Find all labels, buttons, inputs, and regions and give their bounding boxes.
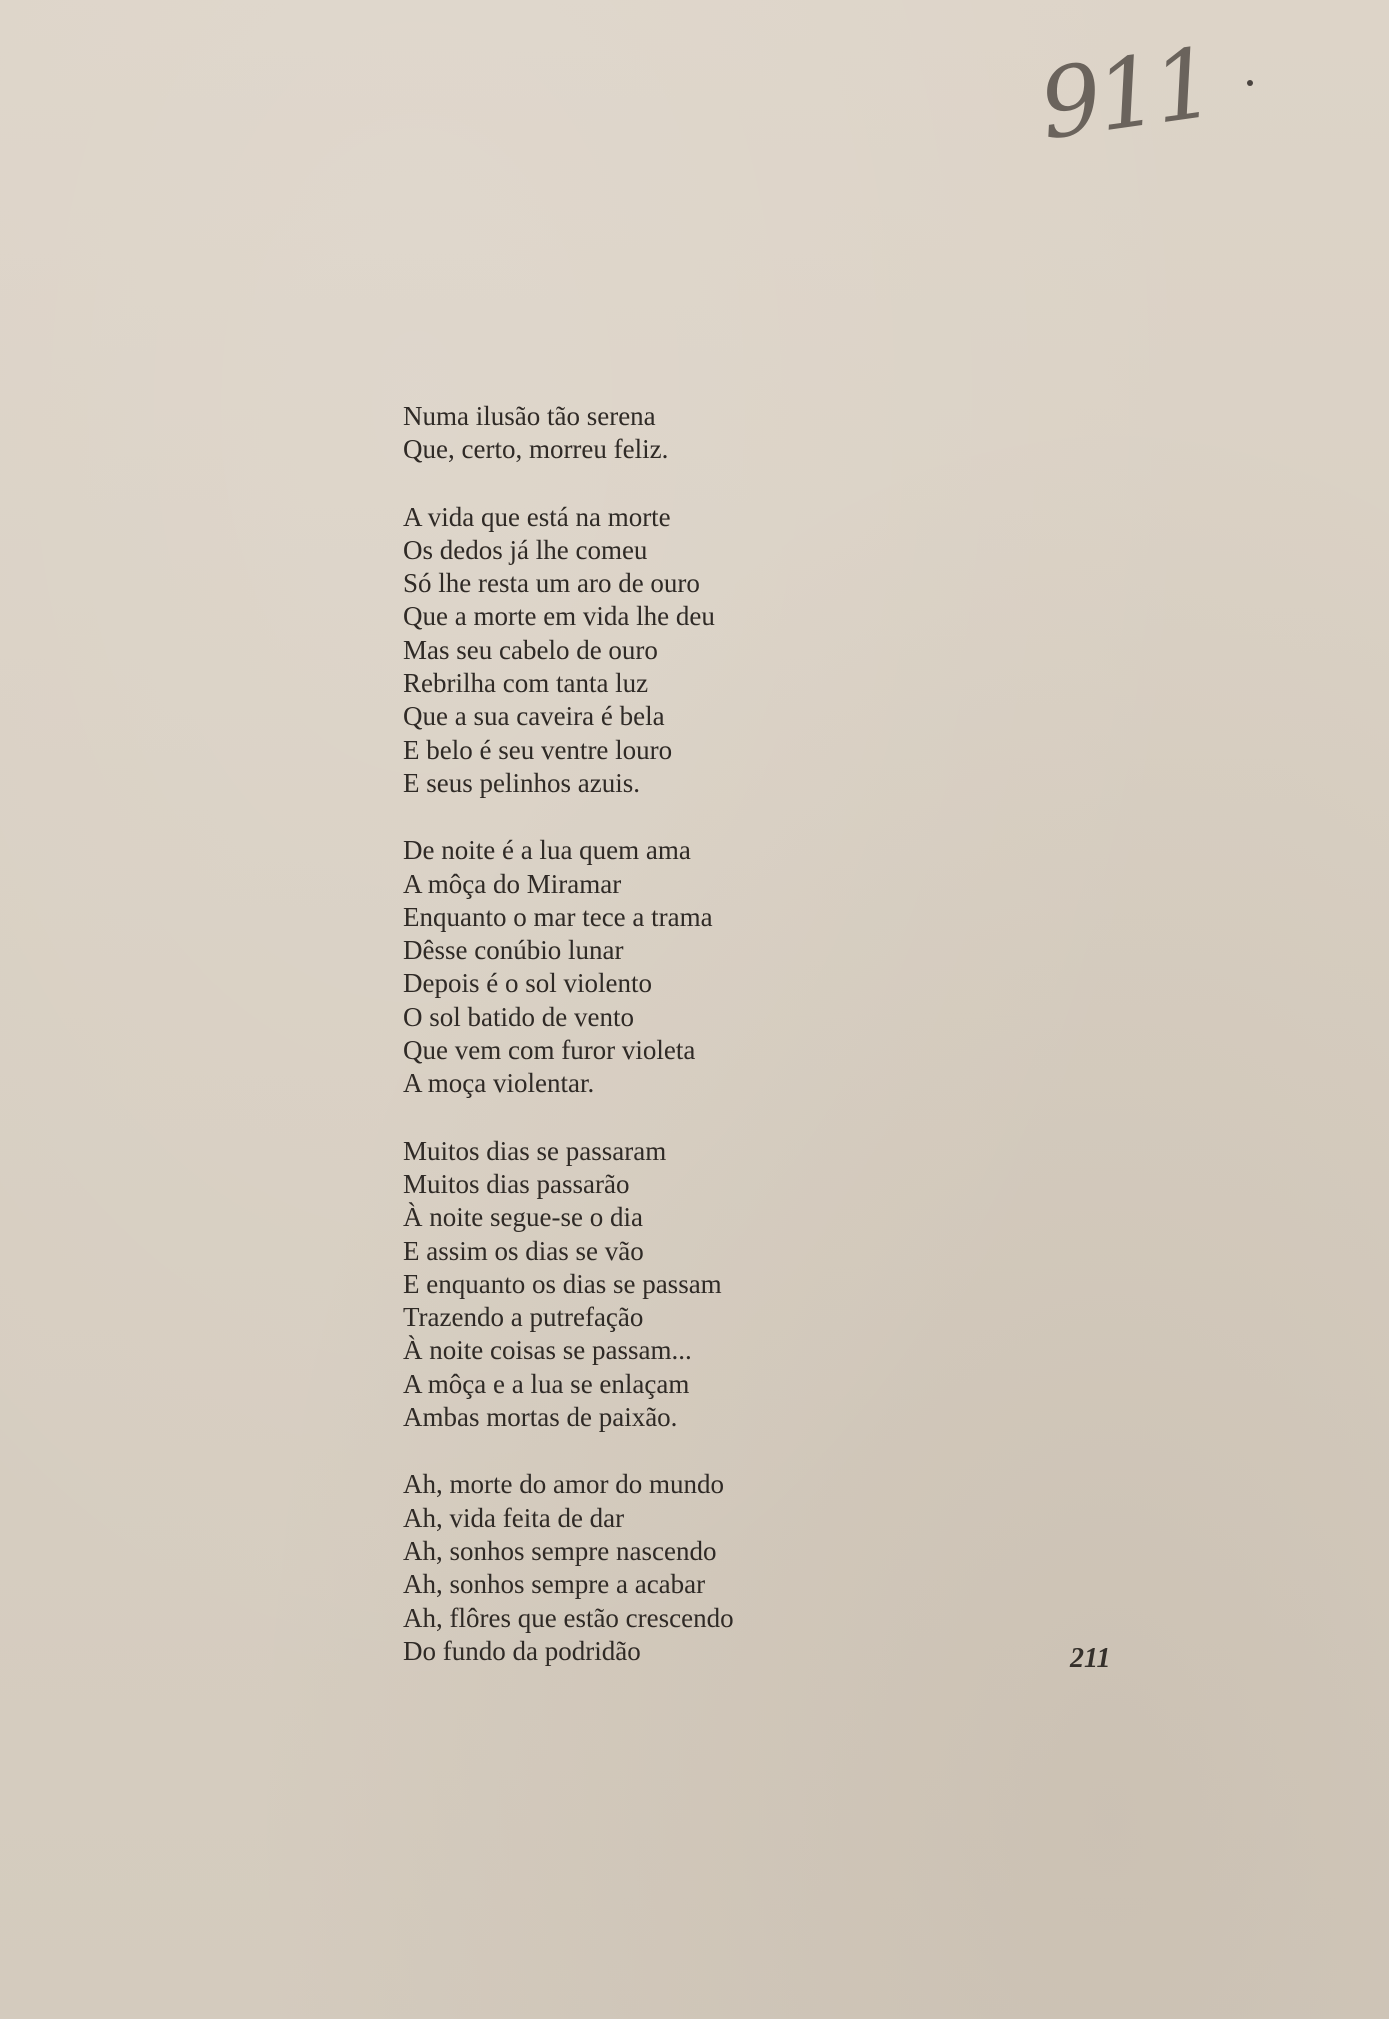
poem-line: Que a sua caveira é bela — [403, 701, 665, 732]
poem-line: A moça violentar. — [403, 1068, 595, 1099]
poem-line: Ah, vida feita de dar — [403, 1502, 625, 1533]
poem-line: À noite segue-se o dia — [403, 1202, 643, 1233]
poem-line: Ah, morte do amor do mundo — [403, 1469, 724, 1500]
stanza — [403, 501, 923, 801]
poem-line: Rebrilha com tanta luz — [403, 668, 649, 699]
poem-line: Ambas mortas de paixão. — [403, 1402, 678, 1433]
poem-line: Só lhe resta um aro de ouro — [403, 568, 700, 599]
poem-line: O sol batido de vento — [403, 1001, 634, 1032]
poem-line: Ah, sonhos sempre a acabar — [403, 1569, 706, 1600]
poem-line: E seus pelinhos azuis. — [403, 767, 640, 798]
pencil-mark — [1247, 80, 1253, 86]
poem-line: Os dedos já lhe comeu — [403, 534, 648, 565]
poem-line: Trazendo a putrefação — [403, 1302, 644, 1333]
poem-line: Que a morte em vida lhe deu — [403, 601, 715, 632]
poem-line: Ah, sonhos sempre nascendo — [403, 1535, 717, 1566]
stanza — [403, 400, 923, 467]
poem-line: Do fundo da podridão — [403, 1635, 641, 1666]
poem-line: Depois é o sol violento — [403, 968, 652, 999]
handwritten-page-note: 911 — [1033, 26, 1219, 162]
poem-line: Muitos dias passarão — [403, 1168, 630, 1199]
poem-line: Mas seu cabelo de ouro — [403, 634, 658, 665]
poem-line: A môça do Miramar — [403, 868, 622, 899]
poem-body — [403, 400, 923, 1668]
poem-line: E enquanto os dias se passam — [403, 1268, 722, 1299]
poem-line: Muitos dias se passaram — [403, 1135, 667, 1166]
poem-line: A vida que está na morte — [403, 501, 671, 532]
poem-line: Que vem com furor violeta — [403, 1035, 696, 1066]
poem-line: Que, certo, morreu feliz. — [403, 434, 669, 465]
poem-line: De noite é a lua quem ama — [403, 835, 691, 866]
stanza — [403, 1135, 923, 1435]
poem-line: Ah, flôres que estão crescendo — [403, 1602, 734, 1633]
page-number: 211 — [1070, 1643, 1111, 1674]
poem-line: Numa ilusão tão serena — [403, 401, 656, 431]
poem-line: E assim os dias se vão — [403, 1235, 644, 1266]
poem-line: Dêsse conúbio lunar — [403, 935, 624, 966]
poem-line: Enquanto o mar tece a trama — [403, 901, 713, 932]
poem-line: À noite coisas se passam... — [403, 1335, 692, 1366]
stanza — [403, 834, 923, 1100]
stanza — [403, 1468, 923, 1668]
poem-line: E belo é seu ventre louro — [403, 734, 673, 765]
poem-line: A môça e a lua se enlaçam — [403, 1368, 690, 1399]
